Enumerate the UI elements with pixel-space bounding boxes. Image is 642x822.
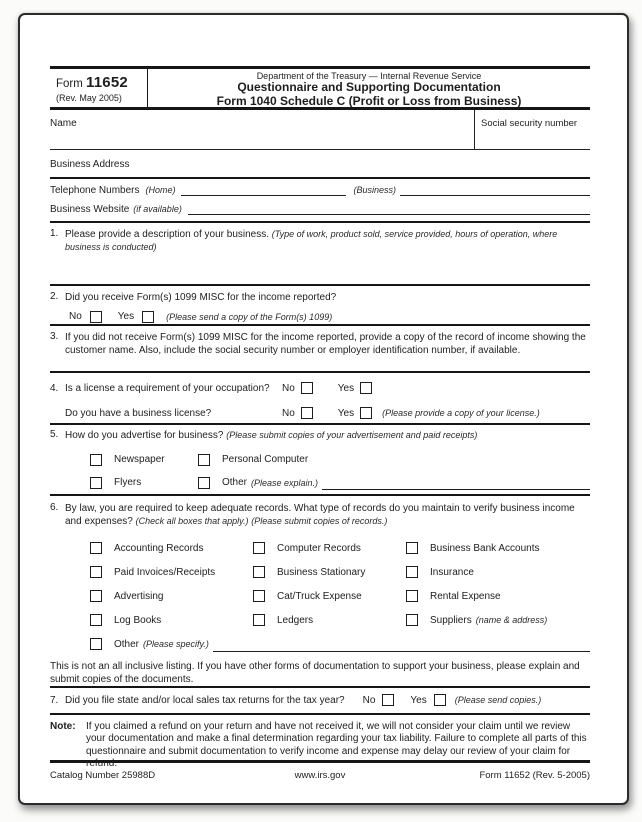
q5-flyers-label: Flyers (114, 477, 142, 488)
q5-personal-computer-checkbox[interactable] (198, 454, 210, 466)
name-label: Name (50, 118, 77, 129)
q6-grid-row-4 (90, 608, 590, 632)
q6-ledgers-option (253, 614, 406, 626)
business-address-field[interactable] (50, 150, 590, 179)
q2-no-checkbox[interactable] (90, 311, 102, 323)
website-availability-hint: (if available) (133, 204, 182, 214)
q6-grid-row-1 (90, 536, 590, 560)
q5-other-hint: (Please explain.) (251, 477, 319, 488)
q4-row2-no-label: No (282, 407, 295, 419)
q7-no-checkbox[interactable] (382, 694, 394, 706)
home-phone-line[interactable] (181, 185, 346, 196)
q6-advertising-label: Advertising (114, 590, 164, 602)
q5-other-checkbox[interactable] (198, 477, 210, 489)
q6-ledgers-checkbox[interactable] (253, 614, 265, 626)
q6-business-stationary-label: Business Stationary (277, 566, 366, 578)
form-reference: Form 11652 (Rev. 5-2005) (479, 770, 590, 781)
note-section (50, 715, 590, 769)
ssn-label: Social security number (481, 118, 578, 129)
q1-question-text: Please provide a description of your business. (65, 229, 270, 240)
home-phone-label: (Home) (145, 185, 176, 195)
q6-computer-records-option (253, 542, 406, 554)
q6-advertising-option (90, 590, 253, 602)
q6-hint-check-all: (Check all boxes that apply.) (135, 516, 249, 526)
form-revision: (Rev. May 2005) (56, 93, 122, 103)
q6-insurance-option (406, 566, 590, 578)
q6-other-label: Other (114, 638, 140, 650)
q6-ledgers-label: Ledgers (277, 614, 314, 626)
q4-row-1 (50, 380, 590, 396)
note-label: Note: (50, 721, 76, 732)
q6-other-checkbox[interactable] (90, 638, 102, 650)
q4-business-license-no-checkbox[interactable] (301, 407, 313, 419)
q6-business-stationary-option (253, 566, 406, 578)
q6-suppliers-checkbox[interactable] (406, 614, 418, 626)
q2-number: 2. (50, 291, 59, 302)
q5-newspaper-option (90, 454, 198, 466)
q5-options-row-2 (90, 471, 590, 494)
q3-question-text: If you did not receive Form(s) 1099 MISC for the income reported, provide a copy of the record of income showing the customer name. Also, include the social security number or employer identification number, if available. (65, 332, 586, 356)
q5-text-row (50, 429, 590, 442)
q4-row2-yes-label: Yes (337, 407, 355, 419)
form-number-block (50, 69, 148, 107)
q1-text-row (50, 228, 590, 254)
name-ssn-row (50, 110, 590, 150)
q5-flyers-checkbox[interactable] (90, 477, 102, 489)
question-1 (50, 223, 590, 286)
department-line: Department of the Treasury — Internal Revenue Service (256, 71, 482, 81)
q7-row (50, 694, 590, 706)
q2-hint: (Please send a copy of the Form(s) 1099) (166, 311, 333, 322)
q6-grid-row-3 (90, 584, 590, 608)
q5-question-text: How do you advertise for business? (65, 430, 224, 441)
q7-yes-label: Yes (410, 694, 427, 706)
form-title-line2: Form 1040 Schedule C (Profit or Loss from Business) (216, 93, 522, 108)
q4-business-license-yes-checkbox[interactable] (360, 407, 372, 419)
q2-answer-row (69, 309, 590, 324)
business-phone-label: (Business) (353, 185, 397, 195)
q6-other-row (90, 632, 590, 656)
name-field[interactable] (50, 110, 474, 149)
q4-row2-hint: (Please provide a copy of your license.) (382, 408, 540, 418)
form-page (18, 13, 629, 805)
q5-newspaper-label: Newspaper (114, 454, 165, 465)
question-7 (50, 688, 590, 715)
ssn-field[interactable] (474, 110, 590, 149)
q6-log-books-label: Log Books (114, 614, 162, 626)
q6-business-stationary-checkbox[interactable] (253, 566, 265, 578)
q6-other-hint: (Please specify.) (143, 639, 209, 649)
q6-paid-invoices-checkbox[interactable] (90, 566, 102, 578)
question-5 (50, 425, 590, 496)
q4-row-2 (65, 405, 590, 421)
form-footer (50, 763, 590, 781)
q6-computer-records-checkbox[interactable] (253, 542, 265, 554)
q6-business-bank-accounts-option (406, 542, 590, 554)
q6-accounting-records-checkbox[interactable] (90, 542, 102, 554)
q2-no-label: No (69, 311, 82, 322)
q6-cat-truck-expense-checkbox[interactable] (253, 590, 265, 602)
question-6 (50, 496, 590, 688)
q6-business-bank-accounts-checkbox[interactable] (406, 542, 418, 554)
q1-description-area[interactable] (50, 254, 590, 288)
q6-rental-expense-option (406, 590, 590, 602)
q5-hint: (Please submit copies of your advertisement and paid receipts) (226, 430, 478, 440)
q2-yes-checkbox[interactable] (142, 311, 154, 323)
form-content (50, 15, 590, 781)
q5-newspaper-checkbox[interactable] (90, 454, 102, 466)
question-4 (50, 373, 590, 425)
q6-text-row (50, 502, 590, 528)
q6-cat-truck-expense-label: Cat/Truck Expense (277, 590, 362, 602)
q3-number: 3. (50, 331, 59, 342)
question-2 (50, 286, 590, 326)
q6-body (65, 502, 590, 528)
q5-number: 5. (50, 429, 59, 440)
business-website-line[interactable] (188, 204, 590, 215)
form-number: 11652 (86, 74, 128, 91)
q6-log-books-option (90, 614, 253, 626)
q5-body (65, 429, 590, 442)
website-label: Business Website (50, 204, 130, 215)
form-title-line1: Questionnaire and Supporting Documentation (237, 80, 501, 94)
q6-suppliers-option (406, 614, 590, 626)
q6-hint-submit-copies: (Please submit copies of records.) (251, 516, 388, 526)
form-title-block (148, 69, 590, 107)
q6-accounting-records-option (90, 542, 253, 554)
q1-hint: (Type of work, product sold, service provided, hours of operation, where business is conducted) (65, 229, 558, 252)
q7-number: 7. (50, 694, 59, 706)
form-header (50, 66, 590, 110)
form-number-line (56, 74, 145, 91)
q1-body (65, 228, 590, 254)
business-phone-line[interactable] (400, 185, 590, 196)
q6-insurance-label: Insurance (430, 566, 474, 578)
q7-hint: (Please send copies.) (454, 695, 542, 705)
telephone-label: Telephone Numbers (50, 185, 140, 196)
q6-grid-row-2 (90, 560, 590, 584)
q3-text-row (50, 331, 590, 357)
q5-options (90, 448, 590, 494)
q4-license-required-no-checkbox[interactable] (301, 382, 313, 394)
q7-no-label: No (362, 694, 376, 706)
q6-log-books-checkbox[interactable] (90, 614, 102, 626)
question-3 (50, 326, 590, 373)
q2-text-row (50, 291, 590, 304)
business-address-label: Business Address (50, 159, 130, 170)
q6-computer-records-label: Computer Records (277, 542, 361, 554)
q2-yes-label: Yes (117, 311, 135, 322)
q6-paid-invoices-option (90, 566, 253, 578)
q4-license-required-yes-checkbox[interactable] (360, 382, 372, 394)
q6-rental-expense-label: Rental Expense (430, 590, 501, 602)
q4-row1-no-label: No (282, 382, 295, 394)
form-word: Form (56, 78, 83, 90)
q6-records-grid (90, 536, 590, 632)
q6-advertising-checkbox[interactable] (90, 590, 102, 602)
q6-cat-truck-expense-option (253, 590, 406, 602)
q6-insurance-checkbox[interactable] (406, 566, 418, 578)
q6-suppliers-label: Suppliers (430, 614, 472, 626)
q5-personal-computer-label: Personal Computer (222, 454, 309, 465)
q1-number: 1. (50, 228, 59, 239)
q4-row2-text: Do you have a business license? (65, 407, 212, 419)
q6-other-specify-line[interactable] (213, 641, 590, 652)
q5-other-explain-line[interactable] (322, 479, 590, 490)
q6-rental-expense-checkbox[interactable] (406, 590, 418, 602)
q5-options-row-1 (90, 448, 590, 471)
q6-number: 6. (50, 502, 59, 513)
q6-accounting-records-label: Accounting Records (114, 542, 204, 554)
q6-suppliers-hint: (name & address) (475, 615, 548, 625)
q6-question-text: By law, you are required to keep adequate records. What type of records do you maintain to verify business income and expenses? (65, 503, 575, 527)
contact-section (50, 179, 590, 223)
q4-number: 4. (50, 382, 59, 394)
q5-other-label: Other (222, 477, 248, 488)
q7-question-text: Did you file state and/or local sales tax returns for the tax year? (65, 694, 345, 706)
website-row (50, 203, 590, 216)
q4-row1-yes-label: Yes (337, 382, 355, 394)
q6-footnote: This is not an all inclusive listing. If you have other forms of documentation to support your business, please explain and submit copies of the documents. (50, 661, 580, 685)
q6-paid-invoices-label: Paid Invoices/Receipts (114, 566, 216, 578)
catalog-number: Catalog Number 25988D (50, 770, 156, 781)
q5-flyers-option (90, 477, 198, 489)
q7-yes-checkbox[interactable] (434, 694, 446, 706)
note-text: If you claimed a refund on your return and have not received it, we will not consider your claim until we review your documentation and make a final determination regarding your tax liability. Failure to complete all parts of this questionnaire and submit documentation to verify income and expense may delay our review of your claim for refund. (86, 721, 587, 769)
q4-row1-text: Is a license a requirement of your occupation? (65, 382, 270, 394)
irs-website: www.irs.gov (294, 770, 346, 781)
q6-business-bank-accounts-label: Business Bank Accounts (430, 542, 540, 554)
q2-question-text: Did you receive Form(s) 1099 MISC for the income reported? (65, 292, 337, 303)
telephone-row (50, 184, 590, 197)
